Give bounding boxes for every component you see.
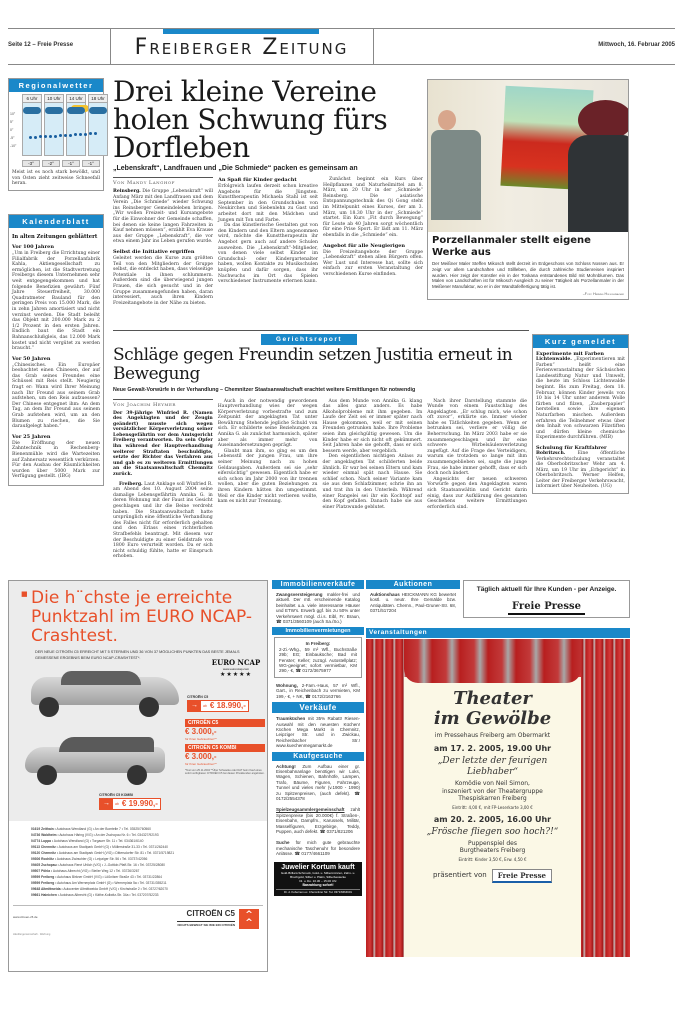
dealer-row: 04774 Luppa • Autohaus Wendland (G) • Torgauer Str. 11 • Tel. 034361/6140 [31, 839, 144, 843]
lead-column-3 [323, 177, 423, 306]
price-tag: → ab € 18.990,- [187, 700, 249, 712]
weather-slot: 6 Uhr [22, 94, 42, 156]
kalender-text: Die Eröffnung der neuen Zahntechnik in Rechenberg-Bienenmühle wird die Wartezeiten auf Zahnersatz wesentlich verkürzen. Für den Ausbau der Räumlichkeiten wurden über 5000 Mark zur Verfügung gestellt. (IBG) [12, 440, 100, 480]
court-column-2 [218, 399, 318, 560]
auktionen-box [366, 580, 460, 617]
header-rule-bottom [8, 64, 675, 65]
lead-subheading: An Spaß für Kinder gedacht [218, 177, 297, 183]
lead-subheading: Angebot für alle Neugierigen [323, 242, 406, 249]
weather-temps: -3° -2° -1° -1° [22, 160, 100, 167]
juwelier-ad[interactable]: Juwelier Kortum kauft Gold-Brillant-Schmuck, Gold- u. Silbermünzen, Zahn- u. Bruchgold, Silber u. Platin, Silberbestecke Di. u. Do. 10.30 – 15.00 Uhr Barzahlung sofort! Dr. d. Kobernen ex. Chemnitzer Str. Tel. 0371/6664601 [274, 862, 362, 896]
kalender-text: „Chinesisches. Ein Europäer beobachtet einen Chinesen, der auf das Grab seines Freundes eine Schüssel mit Reis stellt. Neugierig fragt er: Wann wird Ihrer Meinung nach Ihr Freund aus seinem Grab aufstehen, um den Reis aufzuessen? Der Chinese entgegnet ihm: An dem Tag, an dem Ihr Freund aus seinem Grab aufstehen wird, um an den Blumen zu riechen, die Sie daraufgelegt haben.“ [12, 362, 100, 430]
presented-by: präsentiert von [433, 871, 487, 879]
lead-paragraph: Geleitet werden die Kurse zum größten Teil von den Mitgliedern der Gruppe selbst, die entdeckt haben, dass vielseitige Potentiale in ihnen schlummern. Außerdem sind die überwiegend jungen Frauen, die sich gesucht und in der Gruppe zusammengefunden haben, daran interessiert, auch ihren Kindern Freizeitangebote in der Nähe zu bieten. [113, 255, 213, 306]
dealer-row: 09113 Chemnitz • Autohaus am Stadtpark GmbH (G) • Müllerstraße 31-33 • Tel. 0371/262440 [31, 845, 169, 849]
visitor-hat [578, 100, 628, 140]
dealer-row: 09507 Pöhla • Autohaus Albrecht (V/G) • Steiler Weg 12 • Tel. 03726/3267 [31, 869, 140, 873]
classified-ad[interactable]: Suche für mich gute gebrauchte mechanische Taschenuhr für besondere Anlässe. ☎ 0177/4661109 [276, 840, 360, 857]
veranstaltungen-label: Veranstaltungen [366, 628, 630, 638]
kurz-heading: Experimente mit Farben [536, 351, 605, 357]
kalender-title: Kalenderblatt [9, 215, 103, 228]
immo-verkauf-title: Immobilienverkäufe [272, 580, 364, 589]
lead-subheadline: „Lebenskraft“, Landfrauen und „Die Schmiede“ packen es gemeinsam an [113, 165, 358, 172]
dealer-row: 09661 Hainichen • Autohaus Albrecht (G) • Käthe-Kollwitz-Str. 34a • Tel. 037207/52233 [31, 893, 159, 897]
kalenderblatt-box [8, 214, 104, 486]
play-description: Puppenspiel des Burgtheaters Freiberg [459, 839, 526, 854]
divider [13, 905, 263, 906]
model-label: CITROËN C5 KOMBI [99, 793, 133, 797]
kurz-dateline: Lichtenwalde. [536, 357, 572, 362]
newspaper-title: Freiberger Zeitung [134, 35, 349, 60]
play-description: Komödie von Neil Simon, inszeniert von der Theatergruppe Thespiskarren Freiberg [442, 780, 543, 802]
lead-dateline: Reinsberg. [113, 189, 141, 194]
page-number: Seite 12 – Freie Presse [8, 42, 74, 48]
section-rule [113, 330, 529, 331]
dealer-row: 09306 Rochlitz • Autohaus Zwirschler (G) • Leipziger Str. 56 • Tel. 03737/42056 [31, 857, 148, 861]
lead-paragraph: Die Freizeitangebote der Gruppe „Lebenskraft“ stehen allen Bürgern offen. Wer Lust und Interesse hat, sollte sich einfach zur ersten Veranstaltung der verschiedenen Kurse einfinden. [323, 249, 423, 277]
kurz-heading: Schulung für Kraftfahrer [536, 444, 607, 451]
classified-ad[interactable]: Zwangsversteigerung makler-frei und aktuell. Der mtl. erscheinende Katalog beinhaltet u.a. viele interessante Häuser und ETW's. Erwerb ggf. bis zu 50% unter Verkehrswert mögl. d.i.s. Eibl, Fr. Braun, ☎ 0371/3560109 (auch Sa./So.) [276, 592, 360, 625]
visitor-coat [568, 135, 628, 232]
kaufgesuche-title: Kaufgesuche [272, 752, 364, 761]
brand-slogan: NICHTS BEWEGT SIE WIE EIN CITROËN [177, 923, 235, 927]
arrow-right-icon: → [188, 701, 201, 711]
court-dateline: Freiberg. [119, 481, 143, 487]
citroen-chevron-logo: ^ ^ [239, 909, 259, 929]
ad-headline: ■ Die h¨chste je erreichte Punktzahl im EURO NCAP-Crashtest. [21, 588, 252, 646]
dealer-row: 09405 Zschopau • Autohaus René Uhlich (V/G) • J.-Gottlob-Pfaff-Str. 16 • Tel. 03725/28080 [31, 863, 166, 867]
promo-text: Täglich aktuell für Ihre Kunden - per Anzeige. [476, 586, 617, 593]
classified-ad[interactable]: Wohnung, 2-Fam.-Haus, 57 m² Wfl., Gart., in Reichenbach zu vermieten, KM 199,- €, + NK, ☎ 0172/2163766 [276, 682, 360, 699]
weather-grid [19, 92, 103, 158]
court-subheadline: Neue Gewalt-Vorwürfe in der Verhandlung – Chemnitzer Staatsanwaltschaft erachtet weitere Ermittlungen für notwendig [113, 387, 416, 393]
theater-ad[interactable] [366, 639, 630, 957]
event-date: am 20. 2. 2005, 16.00 Uhr [433, 814, 552, 824]
kurz-dateline: Bobritzsch. [536, 450, 566, 456]
kurz-text: Eine öffentliche Verkehrsrechtschulung veranstaltet die Oberbobritzscher Wehr am 4. März, um 19 Uhr im „Erbgericht“ in Oberbobritzsch. Werner Helfen, Leiter der Freiberger Verkehrswacht, informiert über Neuheiten. (UG) [536, 450, 625, 490]
masthead-accent-bar [163, 29, 319, 34]
kurz-gemeldet-box [532, 334, 629, 494]
lead-column-2 [218, 177, 318, 306]
price-tag: → ab € 19.990,- [99, 798, 161, 810]
classifieds-column [272, 580, 364, 898]
curtain-valance [404, 639, 581, 683]
photo-story-text: Der Meißner Maler Steffen Mikosch stellt derzeit im Erdgeschoss von Schloss Nossen aus. Er zeigt vor allem Landschaften und Stillleben, die durch zahlreiche Studienreisen inspiriert wurden. Hier zeigt der Künstler ein in der Toskana entstandenes Bild mit Mohnblumen. Das Malen von Landschaften ist für Mikosch Ausgleich zu seiner Tätigkeit als Porzellanmaler in der Meißener Manufaktur, wo er in der Wandtafelfertigung tätig ist. [432, 261, 624, 290]
car-sedan-image [21, 667, 181, 721]
event-date: am 17. 2. 2005, 19.00 Uhr [433, 744, 552, 753]
play-title: „Der letzte der feurigen Liebhaber“ [437, 756, 548, 777]
court-paragraph: Den eigentlichen nichtigen Anlass zu der angeklagten Tat schilderten beide ähnlich. Er war bei seinen Eltern und kam wieder einmal spät nach Hause. Sie schlief schon. Nach seiner Variante kam sie aus dem Schlafzimmer, schrie ihn an und trat ihn in den Unterleib. Während einer Rangelei sei ihr ein Kochtopf auf den Kopf gefallen. Danach habe sie aus einer Platzwunde geblutet. [322, 454, 423, 510]
classified-ad[interactable]: In Freiberg: 2-Zi.-Whg., 59 m² Wfl., Buchstraße 29b; EG; Einbauküche; Bad mit Fenster; Keller; zuzügl. Autostellplatz; WG-geeignet; sofort vermietbar, KM 290,- €, ☎ 0172/3675977 [274, 637, 362, 677]
brand-name: CITROËN C5 [186, 909, 235, 918]
weather-slot: 10 Uhr [44, 94, 64, 156]
court-column-3 [323, 399, 423, 560]
euro-ncap-logo: EURO NCAP www.euroncap.com ★★★★★ [209, 659, 263, 679]
lead-paragraph: Die Gruppe „Lebenskraft“ will Anfang März mit den Landfrauen und dem Verein „Die Schmiede“ wieder Schwung ins Reinsberger Gemeindeleben bringen. „Wir wollen Freizeit- und Kursangebote für die Einwohner der Gemeinde schaffen, bei denen sie keine langen Fahrzeiten in Kauf nehmen müssen“, erzählt Eva Krause aus der Gruppe „Lebenskraft“, die vor etwa einem Jahr ins Leben gerufen wurde. [113, 189, 214, 245]
dealer-row: 09599 Freiberg • Autohaus Am Wernerplatz GmbH (G) • Wernerplatz 5a • Tel. 03731/355211 [31, 881, 167, 885]
court-column-4 [427, 399, 527, 560]
court-article [113, 346, 527, 560]
ad-url[interactable]: www.citroen-c5.de [13, 915, 38, 919]
lead-subheading: Selbst die Initiative ergriffen [113, 248, 195, 255]
venue: im Pressehaus Freiberg am Obermarkt [434, 732, 551, 739]
immo-vermietung-title: Immobilienvermietungen [272, 627, 364, 635]
dealer-row: 09120 Chemnitz • Autohaus am Stadtpark GmbH (V/G) • Dittersdorfer Str. 81 • Tel. 0371/5719821 [31, 851, 175, 855]
court-paragraph: Aus dem Munde von Annika G. klang das alles ganz anders. Es habe Alkoholprobleme mit ihm gegeben. Im Laufe der Zeit sei er immer später nach Hause gekommen, weil er mit seinen Freunden getrunken habe. Ihre Probleme seien ihm gleichgültig gewesen. Um die Kinder habe er sich nicht oft gekümmert. Seit Jahren habe sie gehofft, dass er sich bessern werde, aber vergeblich. [322, 398, 423, 454]
lead-column-1 [113, 177, 213, 306]
dealer-list [9, 821, 267, 898]
lead-headline: Drei kleine Vereine holen Schwung fürs Dorfleben [113, 75, 388, 164]
photo-story-headline: Porzellanmaler stellt eigene Werke aus [432, 235, 591, 258]
court-paragraph: Glaubt man ihm, so ging es um den Lebensstil der jungen Frau, um ihre seiner Meinung nach zu hohen Geldausgaben. Außerdem sei sie „sehr eifersüchtig“ gewesen. Eigentlich habe er sich schon im Jahr 2000 von ihr trennen wollen, aber die guten Beziehungen zu ihren Kindern hätten ihn umgestimmt. Weil er die Kinder nicht verlieren wollte, kam es nicht zur Trennung. [217, 448, 318, 505]
kurz-title: Kurz gemeldet [533, 335, 628, 348]
ad-small-print: Händlergemeinschaft · Werbung [13, 933, 51, 936]
classified-ad[interactable]: Achtung! Zum Aufbau einer gr. Eisenbahnanlage benötigen wir Loks, Wagen, Schienen, Bahnhöfe, Lampen, Trafo, Bäume, Figuren, Fahrzeuge, Tunnel und vieles mehr (v.1900 - 1990) zu Spitzenpreisen, (auch defekt). ☎ 0172/2554378 [276, 763, 360, 801]
theater-poster [404, 677, 581, 957]
snow-cloud-icon [23, 107, 41, 114]
sun-cloud-icon [67, 107, 85, 114]
kalender-heading: Vor 25 Jahren [12, 433, 51, 440]
weather-slot: 14 Uhr [66, 94, 86, 156]
classified-ad[interactable]: Spielzeugsammlergemeinschaft zahlt Spitzenpreise (bis 20.000€) f. Straßen-, Eisenbahn, Dampfm., Karussels, Militär, Masselfiguren, Erzgebirge, Teddy, Puppen, auch defekt. ☎ 0371/821206 [276, 807, 360, 834]
painter-body [431, 130, 481, 220]
snow-cloud-icon [45, 107, 63, 114]
bullet-icon: ■ [21, 590, 28, 598]
photo-credit: –Foto: Henning Holschumacher [582, 291, 624, 296]
dealer-section [9, 821, 267, 972]
issue-date: Mittwoch, 16. Februar 2005 [598, 42, 675, 48]
header-rule-top [8, 28, 675, 29]
play-title: „Frösche fliegen soo hoch?!“ [426, 826, 559, 837]
weather-box [8, 78, 104, 191]
rating-stars: ★★★★★ [220, 671, 252, 678]
photo-story-box [427, 79, 629, 300]
arrow-right-icon: → [100, 799, 113, 809]
dealer-row: 09648 Altmittweida • Autocenter Altmittweida GmbH (V/G) • Kirchstraße 2 • Tel. 03727/62070 [31, 887, 168, 891]
weather-title: Regionalwetter [9, 79, 103, 92]
kalender-heading: Vor 100 Jahren [12, 244, 54, 250]
weather-slot: 18 Uhr [88, 94, 108, 156]
dealer-row: 09599 Freiberg • Autohaus Birkner GmbH (V/G) • Lößnitzer Straße 43 • Tel. 03731/22864 [31, 875, 162, 879]
weather-forecast-text: Meist ist es noch stark bewölkt, und von Osten zieht zeitweise Schneefall heran. [12, 170, 100, 187]
freie-presse-promo[interactable] [463, 580, 630, 618]
trade-in-offers: CITROËN C5 € 3.000,- für Ihren Gebrauchten** CITROËN C5 KOMBI € 3.000,- für Ihren Gebrauchten** *Test vom 25.11.2004 **Über Schwacke oder DAT beim Kauf eines sofort verfügbaren CITROËN C5 bei diesen Privatkunden angeboten. [185, 720, 265, 776]
freie-presse-logo: Freie Presse [508, 601, 585, 615]
theater-title: Theater [453, 688, 532, 709]
ad-subline: DER NEUE CITROËN C5 ERREICHT MIT 5 STERNEN UND 36 VON 37 MÖGLICHEN PUNKTEN DAS BESTE JEMALS GEMESSENE ERGEBNIS BEIM EURO NCAP-CRASHTEST*. [35, 650, 240, 660]
citroen-ad[interactable] [8, 580, 268, 972]
theater-title-2: im Gewölbe [433, 708, 552, 729]
court-paragraph: Nach ihrer Darstellung stammte die Wunde von einem Faustschlag des Angeklagten. „Er schlug mich, wie schon oft zuvor“, erklärte sie. Immer wieder habe es Tätlichkeiten gegeben. Wenn er betrunken sei, verliere er völlig die Beherrschung. Im März 2003 habe er sie zusammengeschlagen und ihr eine schwere Wirbelsäulenverletzung zugefügt. Auf die Frage des Verteidigers, warum sie trotzdem so lange mit ihm zusammengeblieben sei, sagte die junge Frau, sie habe immer gehofft, dass er sich doch noch ändert. [427, 398, 527, 477]
court-paragraph: Laut Anklage soll Winfried R. am Abend des 10. August 2004 seine damalige Lebensgefährtin Annika G. in deren Wohnung mit der Faust ins Gesicht geschlagen und ihr die Beine verdreht haben. Die Staatsanwaltschaft hatte ursprünglich eine öffentliche Verhandlung des Falles nicht für erforderlich gehalten und den Erlass eines richterlichen Strafbefehls beantragt. Mit diesem war der Beschuldigte zu einer Geldstrafe von 1800 Euro verurteilt worden. Da er sich nicht schuldig fühlte, hatte er Einspruch erhoben. [113, 481, 213, 560]
verkaeufe-title: Verkäufe [272, 702, 364, 713]
ticket-price: Eintritt: Kinder 3,50 €, Erw. 4,50 € [458, 856, 527, 862]
court-lead: Der 39-jährige Winfried R. (Namen des Angeklagten und der Zeugin geändert) musste sich wegen vorsätzlicher Körperverletzung seiner Lebensgefährtin vor dem Amtsgericht Freiberg verantworten. Da sein Opfer ihn während der Hauptverhandlung weiterer Straftaten beschuldigte, setzte der Richter das Verfahren aus und gab es zu weiteren Ermittlungen an die Staatsanwaltschaft Chemnitz zurück. [113, 410, 213, 478]
court-headline: Schläge gegen Freundin setzen Justitia erneut in Bewegung [113, 345, 513, 384]
lead-paragraph: Erfolgreich laufen derzeit schon kreative Angebote für die Jüngsten. Kunsttherapeutin Michaela Stahl ist seit September in den Grundschulen von Neukirchen und Siebenlehn zu Gast und arbeitet dort mit den Mädchen und Jungen mit Ton und Farbe. [218, 184, 318, 223]
auktionen-title: Auktionen [366, 580, 460, 589]
header-divider [373, 28, 374, 64]
court-paragraph: Auch in der notwendig gewordenen Hauptverhandlung wies der wegen Körperverletzung vorbestrafte und zum Zeitpunkt der angeklagten Tat unter Bewährung Stehende jegliche Schuld von sich. Er schilderte seine Beziehungen zu Annika G. als zunächst harmonisch, später aber als immer mehr von Auseinandersetzungen geprägt. [217, 398, 318, 449]
model-label: CITROËN C5 [187, 695, 209, 699]
classified-ad[interactable]: Auktionshaus HEICKMANN KG bewertet kostl. u. neutr. Ihre Gemälde bzw. Antiquitäten. Chemn., Paul-Gruner-Str. 68, 0371/517204 [370, 592, 456, 614]
car-kombi-image [19, 733, 169, 789]
snow-cloud-icon [89, 107, 107, 114]
court-paragraph: Angesichts der neuen schweren Vorwürfe gegen den Angeklagten waren sich Staatsanwältin und Gericht darin einig, dass zur Aufklärung des gesamten Geschehens weitere Ermittlungen erforderlich sind. [427, 476, 527, 510]
fineprint: *Test vom 25.11.2004 **Über Schwacke oder DAT beim Kauf eines sofort verfügbaren CITROËN C5 bei diesen Privatkunden angeboten. [185, 769, 265, 776]
court-column-1 [113, 399, 213, 560]
photo-painter-with-painting [428, 80, 628, 232]
kurz-text: „Experimentieren mit Farben“ heißt eine Ferienveranstaltung der Sächsischen Landesstiftung Natur und Umwelt, die heute im Schloss Lichtenwalde beginnt. Bis zum Freitag, dem 18. Februar, können Kinder jeweils von 10 bis 14 Uhr unter anderem Wolle färben und filzen, „Zauberpapier“ herstellen sowie ihre eigenen Naturfarben mischen. Außerdem erfahren die Teilnehmer etwas über den Inhalt von schwarzen Filzstiften und dürfen kleine chemische Experimente durchführen. (MIB) [536, 357, 625, 441]
painter-head [438, 110, 456, 130]
freie-presse-logo: Freie Presse [492, 869, 552, 883]
kalender-text: „Um in Freiberg die Errichtung einer Filialfabrik der Porzellanfabrik Kahla, Aktiengesellschaft zu ermöglichen, ist die Stadtvertretung Freibergs diesem Unternehmen sehr weit entgegengekommen und hat folgende Benefizien gewährt: Fünf Jahre Steuerfreiheit, 30.000 Quadratmeter Bauland für den geringen Preis von 15.000 Mark, die in zehn Jahren amortisiert und nicht verzinst werden. Die Stadt beleiht das Objekt mit 200.000 Mark zu 2 1/2 Prozent in den ersten Jahren. Endlich baut die Stadt ein Bahnanschlußgleis, das 12.000 Mark kostet und nicht vergütet zu werden braucht.“ [12, 251, 100, 352]
kalender-heading: Vor 50 Jahren [12, 355, 51, 362]
classified-ad[interactable]: Traumküchen mit 35% Rabatt! Riesen-Auswahl mit den neuesten Küchen! Küchen Mega Markt in Chemnitz, Leipziger Str. und in Zwickau, Reichenbacher Str.! www.kuechenmegamarkt.de [276, 716, 360, 749]
lead-paragraph: Zunächst beginnt ein Kurs über Heilpflanzen und Naturheilmittel am 8. März, um 20 Uhr in der „Schmiede“ Reinsberg. Die asiatische Entspannungstechnik des Qi Gong steht im Mittelpunkt eines Kurses, der am 3. März, um 18.30 Uhr in der „Schmiede“ startet. Ein Kurs „Fit durch Bewegung“ für Leute ab 40 Jahren sorgt wöchentlich für eine Prise Sport. Er lädt am 11. März ebenfalls in die „Schmiede“ ein. [323, 177, 423, 238]
lead-byline: Von Mandy Langhof [113, 177, 213, 186]
kalender-intro: In alten Zeitungen geblättert [12, 234, 98, 240]
court-byline: Von Joachim Heymer [113, 399, 213, 408]
lead-paragraph: Da das künstlerische Gestalten gut von den Kindern und den Eltern angenommen wird, möchte die Kunsttherapeutin ihr Angebot gern auch auf andere Schulen ausweiten. Die „Lebenskraft“-Mitglieder, von denen viele selbst Kinder im Grundschul- oder Kindergartenalter haben, wollen Kontakte zu Musikschulen knüpfen und dafür sorgen, dass ihr Nachwuchs im Ort das Spielen verschiedener Instrumente erlernen kann. [218, 223, 318, 285]
weather-scale: 10° 5° 0° -5° -10° [10, 112, 17, 148]
ticket-price: Eintritt: 4,00 €, mit FP-Leserkarte 3,00 € [452, 804, 533, 810]
dealer-row: 04736 Waldheim • Autohaus Häring (V/G) • An der Zschopau Nr. 6 • Tel. 034327/92193 [31, 833, 159, 837]
court-section-label: Gerichtsreport [261, 334, 357, 345]
lead-article [113, 75, 423, 306]
dealer-row: 01619 Zeithain • Autohaus Wendland (G) • An der Bomtelle 7 • Tel. 03525/760560 [31, 827, 151, 831]
